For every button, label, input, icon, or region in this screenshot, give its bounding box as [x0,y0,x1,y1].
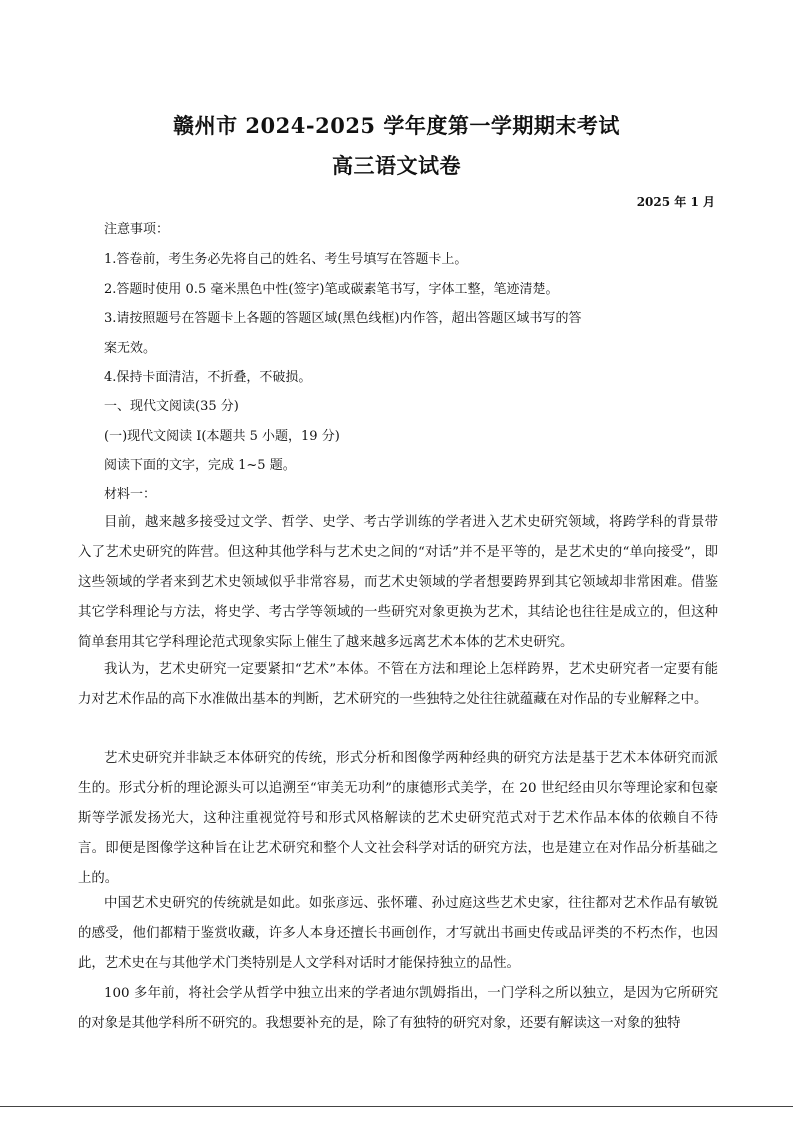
exam-date: 2025 年 1 月 [636,195,715,209]
body-paragraph: 目前，越来越多接受过文学、哲学、史学、考古学训练的学者进入艺术史研究领域，将跨学科的背景带入了艺术史研究的阵营。但这种其他学科与艺术史之间的“对话”并不是平等的，是艺术史的“单向接受”，即这些领域的学者来到艺术史领域似乎非常容易，而艺术史领域的学者想要跨界到其它领域却非常困难。借鉴其它学科理论与方法，将史学、考古学等领域的一些研究对象更换为艺术，其结论也往往是成立的，但这种简单套用其它学科理论范式现象实际上催生了越来越多远离艺术本体的艺术史研究。 [78,515,718,650]
note-item: 1.答卷前，考生务必先将自己的姓名、考生号填写在答题卡上。 [104,252,468,267]
body-paragraph: 艺术史研究并非缺乏本体研究的传统，形式分析和图像学两种经典的研究方法是基于艺术本体研究而派生的。形式分析的理论源头可以追溯至“审美无功利”的康德形式美学，在 20 世纪经由贝尔等理论家和包豪斯等学派发扬光大，这种注重视觉符号和形式风格解读的艺术史研究范式对于艺术作品本体的依赖自不待言。即便是图像学这种旨在让艺术研究和整个人文社会科学对话的研究方法，也是建立在对作品分析基础之上的。 [78,751,718,886]
body-paragraph: 100 多年前，将社会学从哲学中独立出来的学者迪尔凯姆指出，一门学科之所以独立，是因为它所研究的对象是其他学科所不研究的。我想要补充的是，除了有独特的研究对象，还要有解读这一对象的独特 [78,986,718,1031]
exam-title: 赣州市 2024-2025 学年度第一学期期末考试 [173,113,620,138]
note-item: 案无效。 [104,341,157,356]
note-item: 3.请按照题号在答题卡上各题的答题区域(黑色线框)内作答，超出答题区域书写的答 [104,311,582,326]
note-item: 4.保持卡面清洁，不折叠，不破损。 [104,370,312,385]
exam-subtitle: 高三语文试卷 [332,153,461,178]
reading-instruction: 阅读下面的文字，完成 1~5 题。 [104,458,296,473]
note-item: 2.答题时使用 0.5 毫米黑色中性(签字)笔或碳素笔书写，字体工整，笔迹清楚。 [104,282,559,297]
body-paragraph: 我认为，艺术史研究一定要紧扣“艺术”本体。不管在方法和理论上怎样跨界，艺术史研究者一定要有能力对艺术作品的高下水准做出基本的判断，艺术研究的一些独特之处往往就蕴藏在对作品的专业解释之中。 [78,662,718,707]
notes-heading: 注意事项： [104,222,170,237]
section-heading: 一、现代文阅读(35 分) [104,399,239,414]
page-bottom-rule [0,1106,793,1107]
material-label: 材料一： [104,487,157,502]
body-paragraph: 中国艺术史研究的传统就是如此。如张彦远、张怀瓘、孙过庭这些艺术史家，往往都对艺术作品有敏锐的感受，他们都精于鉴赏收藏，许多人本身还擅长书画创作，才写就出书画史传或品评类的不朽杰作，也因此，艺术史在与其他学术门类特别是人文学科对话时才能保持独立的品性。 [78,896,718,971]
sub-section-heading: (一)现代文阅读 Ⅰ(本题共 5 小题，19 分) [104,429,340,444]
